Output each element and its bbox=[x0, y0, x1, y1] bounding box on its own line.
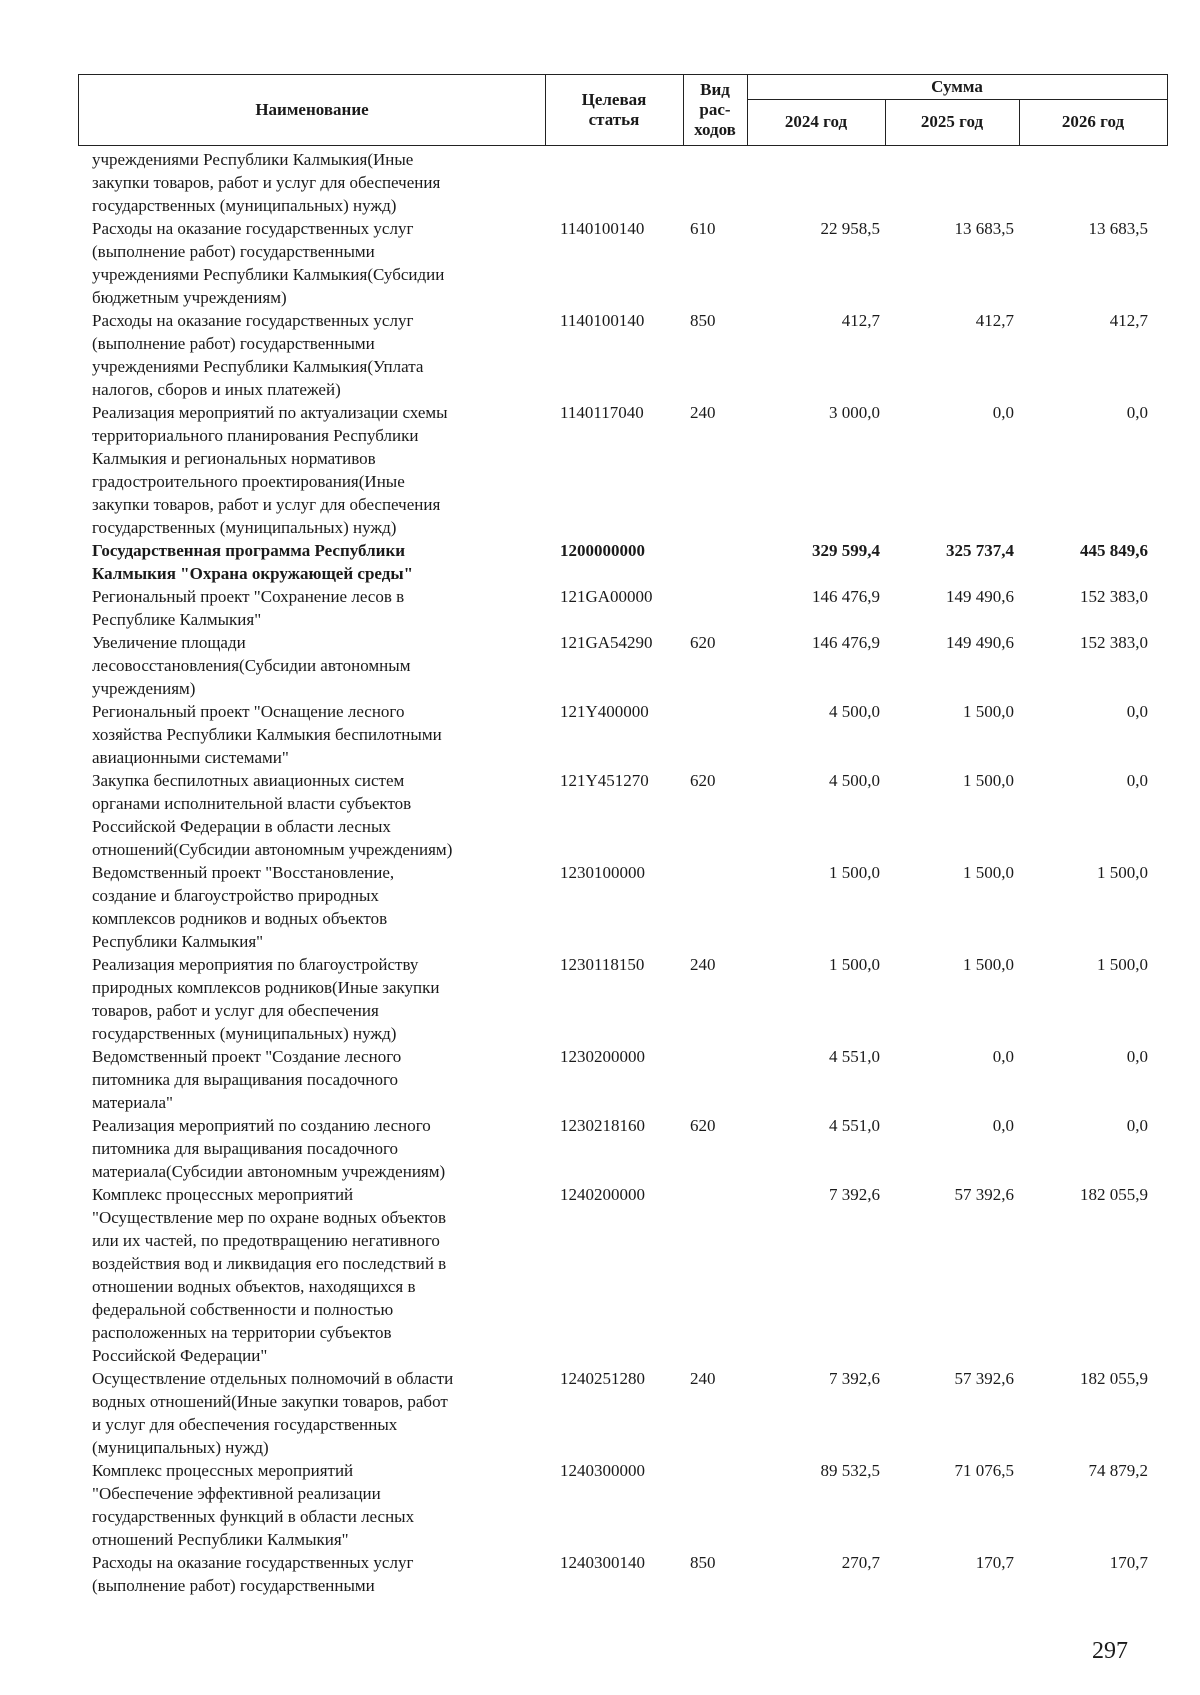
row-name: Комплекс процессных мероприятий "Обеспечение эффективной реализации государственных функций в области лесных отношений Республики Калмыкия" bbox=[92, 1461, 415, 1549]
row-name: Ведомственный проект "Восстановление, создание и благоустройство природных комплексов родников и водных объектов Республики Калмыкия" bbox=[92, 863, 395, 951]
row-target-article: 1240300140 bbox=[560, 1553, 645, 1572]
row-amount-2025: 57 392,6 bbox=[954, 1185, 1014, 1204]
row-amount-2024: 4 551,0 bbox=[829, 1047, 880, 1066]
row-amount-2026: 0,0 bbox=[1126, 702, 1148, 721]
row-expense-type bbox=[690, 700, 740, 769]
header-expense-type: Вид рас-ходов bbox=[694, 80, 736, 139]
row-target-article: 121Y400000 bbox=[560, 702, 649, 721]
row-target-article: 121GA54290 bbox=[560, 633, 653, 652]
row-expense-type bbox=[690, 1459, 740, 1551]
row-expense-type: 620 bbox=[690, 1116, 716, 1135]
row-expense-type: 620 bbox=[690, 771, 716, 790]
row-expense-type bbox=[690, 1045, 740, 1114]
row-amount-2025: 1 500,0 bbox=[963, 863, 1014, 882]
row-target-article: 1230118150 bbox=[560, 955, 645, 974]
table-row bbox=[0, 539, 1200, 585]
row-amount-2024: 7 392,6 bbox=[829, 1369, 880, 1388]
row-name: Региональный проект "Сохранение лесов в Республике Калмыкия" bbox=[92, 587, 405, 629]
row-amount-2026: 0,0 bbox=[1126, 771, 1148, 790]
row-expense-type bbox=[690, 861, 740, 953]
row-amount-2025: 0,0 bbox=[992, 1116, 1014, 1135]
table-row bbox=[0, 1551, 1200, 1597]
row-expense-type: 240 bbox=[690, 403, 716, 422]
row-amount-2026: 182 055,9 bbox=[1080, 1185, 1148, 1204]
row-expense-type bbox=[690, 148, 740, 217]
row-expense-type: 240 bbox=[690, 955, 716, 974]
row-target-article bbox=[560, 148, 680, 217]
table-row bbox=[0, 861, 1200, 953]
row-amount-2025: 0,0 bbox=[992, 1047, 1014, 1066]
row-name: Осуществление отдельных полномочий в области водных отношений(Иные закупки товаров, работ и услуг для обеспечения государственных (муниципальных) нужд) bbox=[92, 1369, 454, 1457]
row-expense-type: 240 bbox=[690, 1369, 716, 1388]
row-name: Расходы на оказание государственных услуг (выполнение работ) государственными bbox=[92, 1553, 414, 1595]
page-number: 297 bbox=[1092, 1638, 1128, 1664]
row-amount-2025: 13 683,5 bbox=[954, 219, 1014, 238]
row-amount-2025: 170,7 bbox=[975, 1553, 1014, 1572]
row-amount-2024: 146 476,9 bbox=[812, 633, 880, 652]
row-target-article: 121GA00000 bbox=[560, 587, 653, 606]
row-amount-2024: 1 500,0 bbox=[829, 955, 880, 974]
row-amount-2026: 182 055,9 bbox=[1080, 1369, 1148, 1388]
row-amount-2025: 325 737,4 bbox=[946, 541, 1014, 560]
table-row bbox=[0, 1045, 1200, 1114]
table-row bbox=[0, 148, 1200, 217]
table-row bbox=[0, 1367, 1200, 1459]
header-year-2026: 2026 год bbox=[1061, 112, 1125, 131]
row-amount-2025: 149 490,6 bbox=[946, 633, 1014, 652]
header-year-2024: 2024 год bbox=[784, 112, 848, 131]
row-amount-2024: 4 551,0 bbox=[829, 1116, 880, 1135]
row-name: Расходы на оказание государственных услуг (выполнение работ) государственными учреждениями Республики Калмыкия(Уплата налогов, сборов и иных платежей) bbox=[92, 311, 424, 399]
row-name: Расходы на оказание государственных услуг (выполнение работ) государственными учреждениями Республики Калмыкия(Субсидии бюджетным учреждениям) bbox=[92, 219, 445, 307]
row-amount-2026: 152 383,0 bbox=[1080, 633, 1148, 652]
row-amount-2024: 270,7 bbox=[841, 1553, 880, 1572]
table-row bbox=[0, 1459, 1200, 1551]
table-row bbox=[0, 585, 1200, 631]
row-amount-2024: 89 532,5 bbox=[820, 1461, 880, 1480]
row-amount-2025: 1 500,0 bbox=[963, 955, 1014, 974]
row-expense-type bbox=[690, 539, 740, 585]
row-target-article: 1140100140 bbox=[560, 311, 645, 330]
table-header bbox=[78, 74, 1168, 146]
row-target-article: 1240200000 bbox=[560, 1185, 645, 1204]
row-target-article: 1200000000 bbox=[560, 541, 645, 560]
row-amount-2024: 412,7 bbox=[841, 311, 880, 330]
row-amount-2025: 71 076,5 bbox=[954, 1461, 1014, 1480]
row-amount-2026: 74 879,2 bbox=[1088, 1461, 1148, 1480]
row-name: Региональный проект "Оснащение лесного хозяйства Республики Калмыкия беспилотными авиационными системами" bbox=[92, 702, 442, 767]
row-expense-type: 610 bbox=[690, 219, 716, 238]
row-target-article: 1230218160 bbox=[560, 1116, 645, 1135]
row-amount-2026 bbox=[1014, 148, 1148, 217]
row-amount-2024: 3 000,0 bbox=[829, 403, 880, 422]
row-name: Комплекс процессных мероприятий "Осуществление мер по охране водных объектов или их частей, по предотвращению негативного воздействия вод и ликвидация его последствий в отношении водных объектов, находящихся в федеральной собственности и полностью расположенных на территории субъектов Российской Федерации" bbox=[92, 1185, 447, 1365]
row-amount-2024 bbox=[740, 148, 880, 217]
row-expense-type: 620 bbox=[690, 633, 716, 652]
row-amount-2025: 1 500,0 bbox=[963, 702, 1014, 721]
row-amount-2024: 22 958,5 bbox=[820, 219, 880, 238]
row-amount-2024: 4 500,0 bbox=[829, 771, 880, 790]
table-row bbox=[0, 953, 1200, 1045]
row-name: Закупка беспилотных авиационных систем органами исполнительной власти субъектов Российской Федерации в области лесных отношений(Субсидии автономным учреждениям) bbox=[92, 771, 453, 859]
row-amount-2026: 0,0 bbox=[1126, 403, 1148, 422]
header-name: Наименование bbox=[255, 100, 369, 119]
table-row bbox=[0, 700, 1200, 769]
row-name: учреждениями Республики Калмыкия(Иные закупки товаров, работ и услуг для обеспечения государственных (муниципальных) нужд) bbox=[92, 150, 441, 215]
row-expense-type: 850 bbox=[690, 311, 716, 330]
table-row bbox=[0, 309, 1200, 401]
row-name: Увеличение площади лесовосстановления(Субсидии автономным учреждениям) bbox=[92, 633, 411, 698]
table-row bbox=[0, 631, 1200, 700]
row-name: Реализация мероприятий по созданию лесного питомника для выращивания посадочного материала(Субсидии автономным учреждениям) bbox=[92, 1116, 446, 1181]
row-amount-2024: 329 599,4 bbox=[812, 541, 880, 560]
header-year-2025: 2025 год bbox=[920, 112, 984, 131]
row-amount-2024: 1 500,0 bbox=[829, 863, 880, 882]
row-target-article: 1230200000 bbox=[560, 1047, 645, 1066]
row-name: Реализация мероприятия по благоустройству природных комплексов родников(Иные закупки товаров, работ и услуг для обеспечения государственных (муниципальных) нужд) bbox=[92, 955, 440, 1043]
row-amount-2026: 0,0 bbox=[1126, 1047, 1148, 1066]
row-amount-2025: 57 392,6 bbox=[954, 1369, 1014, 1388]
row-name: Государственная программа Республики Калмыкия "Охрана окружающей среды" bbox=[92, 541, 414, 583]
table-row bbox=[0, 1183, 1200, 1367]
row-amount-2026: 0,0 bbox=[1126, 1116, 1148, 1135]
row-target-article: 1140117040 bbox=[560, 403, 644, 422]
table-row bbox=[0, 1114, 1200, 1183]
row-amount-2024: 4 500,0 bbox=[829, 702, 880, 721]
row-amount-2026: 1 500,0 bbox=[1097, 955, 1148, 974]
header-sum: Сумма bbox=[931, 77, 983, 96]
row-amount-2024: 7 392,6 bbox=[829, 1185, 880, 1204]
table-row bbox=[0, 217, 1200, 309]
table-body bbox=[0, 148, 1200, 1597]
row-amount-2025: 1 500,0 bbox=[963, 771, 1014, 790]
row-amount-2025 bbox=[880, 148, 1014, 217]
row-amount-2025: 0,0 bbox=[992, 403, 1014, 422]
row-expense-type: 850 bbox=[690, 1553, 716, 1572]
row-amount-2025: 149 490,6 bbox=[946, 587, 1014, 606]
row-target-article: 121Y451270 bbox=[560, 771, 649, 790]
row-amount-2025: 412,7 bbox=[975, 311, 1014, 330]
row-target-article: 1230100000 bbox=[560, 863, 645, 882]
table-row bbox=[0, 401, 1200, 539]
header-target-article: Целевая статья bbox=[581, 90, 647, 129]
row-expense-type bbox=[690, 585, 740, 631]
row-name: Ведомственный проект "Создание лесного питомника для выращивания посадочного материала" bbox=[92, 1047, 402, 1112]
row-expense-type bbox=[690, 1183, 740, 1367]
row-amount-2026: 13 683,5 bbox=[1088, 219, 1148, 238]
row-amount-2026: 170,7 bbox=[1109, 1553, 1148, 1572]
row-name: Реализация мероприятий по актуализации схемы территориального планирования Республики Калмыкия и региональных нормативов градостроительного проектирования(Иные закупки товаров, работ и услуг для обеспечения государственных (муниципальных) нужд) bbox=[92, 403, 448, 537]
row-target-article: 1140100140 bbox=[560, 219, 645, 238]
row-amount-2026: 412,7 bbox=[1109, 311, 1148, 330]
row-amount-2024: 146 476,9 bbox=[812, 587, 880, 606]
row-amount-2026: 1 500,0 bbox=[1097, 863, 1148, 882]
row-amount-2026: 445 849,6 bbox=[1080, 541, 1148, 560]
table-row bbox=[0, 769, 1200, 861]
row-target-article: 1240300000 bbox=[560, 1461, 645, 1480]
row-target-article: 1240251280 bbox=[560, 1369, 645, 1388]
row-amount-2026: 152 383,0 bbox=[1080, 587, 1148, 606]
